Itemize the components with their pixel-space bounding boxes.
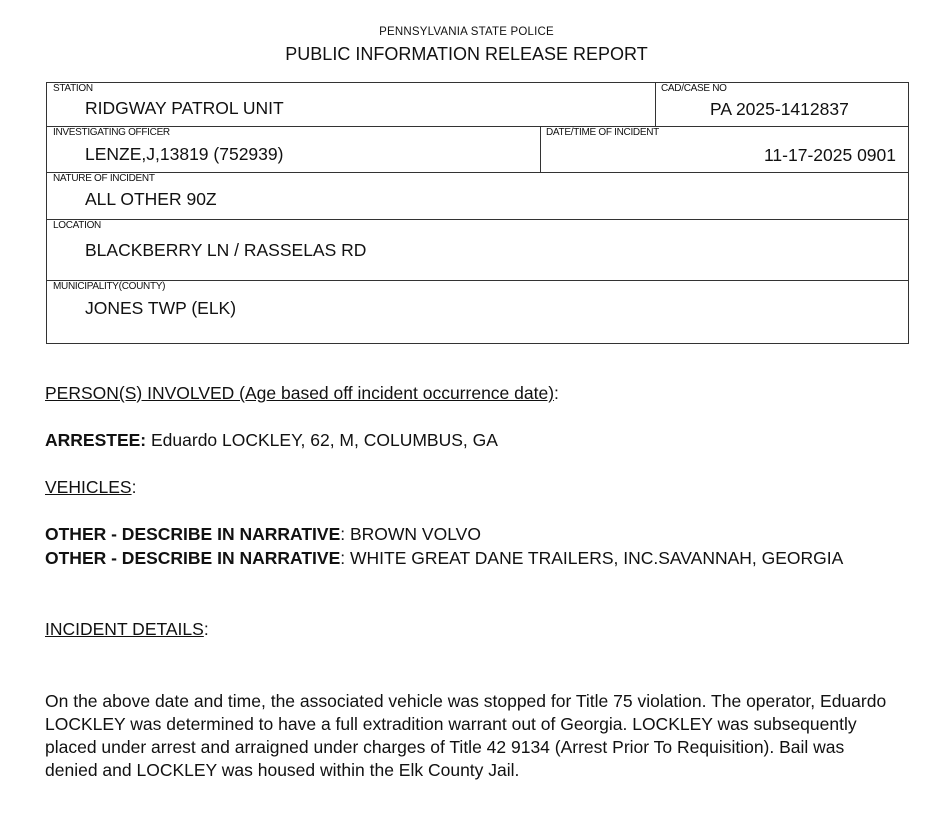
persons-section-heading: PERSON(S) INVOLVED (Age based off incident occurrence date): <box>45 383 559 403</box>
arrestee-line <box>45 430 498 451</box>
datetime-label: DATE/TIME OF INCIDENT <box>546 127 659 138</box>
location-value: BLACKBERRY LN / RASSELAS RD <box>85 240 367 260</box>
vehicle-entry: OTHER - DESCRIBE IN NARRATIVE: WHITE GREAT DANE TRAILERS, INC.SAVANNAH, GEORGIA <box>45 548 844 568</box>
incident-section-heading: INCIDENT DETAILS: <box>45 619 209 639</box>
persons-heading: PERSON(S) INVOLVED (Age based off incident occurrence date) <box>45 383 555 403</box>
vehicle-label: OTHER - DESCRIBE IN NARRATIVE <box>45 548 341 568</box>
vehicle-value: WHITE GREAT DANE TRAILERS, INC.SAVANNAH, GEORGIA <box>349 548 844 568</box>
incident-narrative: On the above date and time, the associated vehicle was stopped for Title 75 violation. The operator, Eduardo LOCKLEY was determined to have a full extradition warrant out of Georgia. LOCKLEY was subsequently placed under arrest and arraigned under charges of Title 42 9134 (Arrest Prior To Requisition). Bail was denied and LOCKLEY was housed within the Elk County Jail. <box>45 691 887 780</box>
case-label: CAD/CASE NO <box>661 83 727 94</box>
nature-value: ALL OTHER 90Z <box>85 189 217 209</box>
officer-cell <box>47 127 540 173</box>
location-label: LOCATION <box>53 220 101 231</box>
incident-heading: INCIDENT DETAILS <box>45 619 204 639</box>
officer-value: LENZE,J,13819 (752939) <box>85 144 284 164</box>
case-number: PA 2025-1412837 <box>710 99 849 119</box>
agency-name: PENNSYLVANIA STATE POLICE <box>379 26 554 38</box>
arrestee-value: Eduardo LOCKLEY, 62, M, COLUMBUS, GA <box>151 430 498 450</box>
datetime-value: 11-17-2025 0901 <box>763 145 896 165</box>
incident-form <box>46 82 909 344</box>
station-value: RIDGWAY PATROL UNIT <box>85 98 284 118</box>
arrestee-label: ARRESTEE: <box>45 430 147 450</box>
municipality-cell <box>47 281 910 345</box>
municipality-label: MUNICIPALITY(COUNTY) <box>53 281 166 292</box>
vehicles-section-heading: VEHICLES: <box>45 477 137 497</box>
vehicle-label: OTHER - DESCRIBE IN NARRATIVE <box>45 524 341 544</box>
municipality-value: JONES TWP (ELK) <box>85 298 237 318</box>
case-cell <box>655 83 910 127</box>
datetime-cell <box>540 127 910 173</box>
nature-label: NATURE OF INCIDENT <box>53 173 155 184</box>
station-cell <box>47 83 655 127</box>
vehicles-heading: VEHICLES <box>45 477 132 497</box>
officer-label: INVESTIGATING OFFICER <box>53 127 170 138</box>
report-title: PUBLIC INFORMATION RELEASE REPORT <box>285 44 648 64</box>
location-cell <box>47 220 910 281</box>
vehicle-value: BROWN VOLVO <box>349 524 481 544</box>
station-label: STATION <box>53 83 93 94</box>
nature-cell <box>47 173 910 220</box>
vehicle-entry: OTHER - DESCRIBE IN NARRATIVE: BROWN VOLVO <box>45 524 481 544</box>
